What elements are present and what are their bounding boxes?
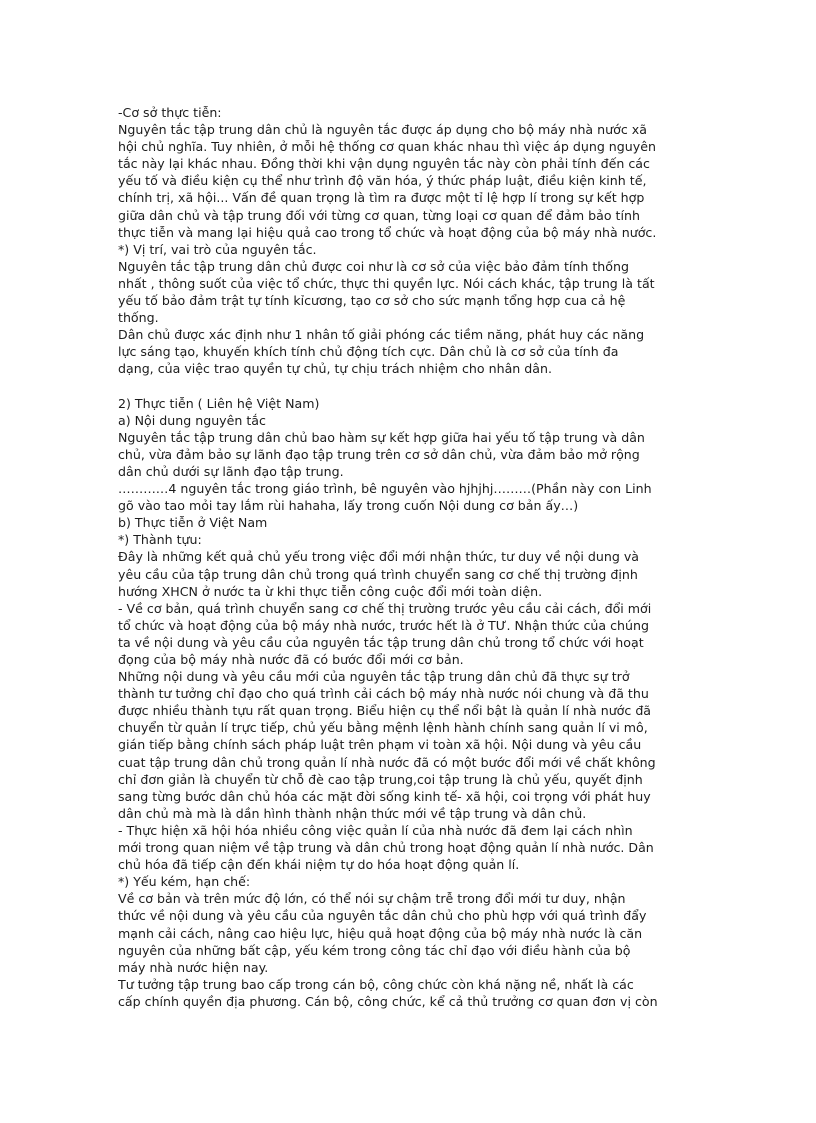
text-line: yếu tố bảo đảm trật tự tính kỉcương, tạo cơ sở cho sức mạnh tổng hợp cua cả hệ [118,293,626,309]
text-line: …………4 nguyên tắc trong giáo trình, bê nguyên vào hjhjhj………(Phần này con Linh [118,481,652,497]
text-line: tổ chức và hoạt động của bộ máy nhà nước, trước hết là ở TƯ. Nhận thức của chúng [118,617,649,633]
text-line: hội chủ nghĩa. Tuy nhiên, ở mỗi hệ thống cơ quan khác nhau thì việc áp dụng nguyên [118,139,656,155]
text-line: chuyển từ quản lí trực tiếp, chủ yếu bằng mệnh lệnh hành chính sang quản lí vi mô, [118,720,648,736]
text-line: thống. [118,310,159,326]
text-line: b) Thực tiễn ở Việt Nam [118,515,268,531]
text-line: lực sáng tạo, khuyến khích tính chủ động tích cực. Dân chủ là cơ sở của tính đa [118,344,619,360]
text-line: mạnh cải cách, nâng cao hiệu lực, hiệu quả hoạt động của bộ máy nhà nước là căn [118,925,643,941]
text-line: *) Yếu kém, hạn chế: [118,874,251,890]
text-line: Nguyên tắc tập trung dân chủ là nguyên tắc được áp dụng cho bộ máy nhà nước xã [118,122,647,138]
text-line: nhất , thông suốt của việc tổ chức, thực thi quyền lực. Nói cách khác, tập trung là tất [118,275,655,291]
text-line: yêu cầu của tập trung dân chủ trong quá trình chuyển sang cơ chế thị trường định [118,566,638,582]
text-line: chỉ đơn giản là chuyển từ chỗ đè cao tập trung,coi tập trung là chủ yếu, quyết định [118,771,643,787]
text-line: nguyên của những bất cập, yếu kém trong công tác chỉ đạo với điều hành của bộ [118,942,631,958]
text-line: dân chủ mà mà là dần hình thành nhận thức mới về tập trung và dân chủ. [118,805,587,821]
text-line: 2) Thực tiễn ( Liên hệ Việt Nam) [118,395,320,411]
text-line: ta về nội dung và yêu cầu của nguyên tắc tập trung dân chủ trong tổ chức với hoạt [118,634,644,650]
text-line: Nguyên tắc tập trung dân chủ được coi như là cơ sở của việc bảo đảm tính thống [118,258,629,274]
text-line: a) Nội dung nguyên tắc [118,412,266,428]
text-line: thức về nội dung và yêu cầu của nguyên tắc dân chủ cho phù hợp với quá trình đẩy [118,908,647,924]
text-line: gián tiếp bằng chính sách pháp luật trên phạm vi toàn xã hội. Nội dung và yêu cầu [118,737,642,753]
text-line: gõ vào tao mỏi tay lắm rùi hahaha, lấy trong cuốn Nội dung cơ bản ấy…) [118,498,579,514]
text-line: Nguyên tắc tập trung dân chủ bao hàm sự kết hợp giữa hai yếu tố tập trung và dân [118,429,645,445]
text-line: *) Vị trí, vai trò của nguyên tắc. [118,241,317,257]
text-line: - Thực hiện xã hội hóa nhiều công việc quản lí của nhà nước đã đem lại cách nhìn [118,822,633,838]
text-line: đọng của bộ máy nhà nước đã có bước đổi mới cơ bản. [118,652,464,667]
text-line: cuat tập trung dân chủ trong quản lí nhà nước đã có một bước đổi mới về chất không [118,754,656,770]
text-line: Đây là những kết quả chủ yếu trong việc đổi mới nhận thức, tư duy về nội dung và [118,549,640,565]
text-line: mới trong quan niệm về tập trung và dân chủ trong hoạt động quản lí nhà nước. Dân [118,840,654,856]
text-line: Về cơ bản và trên mức độ lớn, có thể nói sự chậm trễ trong đổi mới tư duy, nhận [118,891,626,907]
text-line: chủ, vừa đảm bảo sự lãnh đạo tập trung trên cơ sở dân chủ, vừa đảm bảo mở rộng [118,446,640,462]
text-line: chủ hóa đã tiếp cận đến khái niệm tự do hóa hoạt động quản lí. [118,857,520,873]
text-line: - Về cơ bản, quá trình chuyển sang cơ chế thị trường trước yêu cầu cải cách, đổi mới [118,600,652,616]
blank-line [118,378,702,395]
text-line: tắc này lại khác nhau. Đồng thời khi vận dụng nguyên tắc này còn phải tính đến các [118,156,650,172]
document-page [118,104,702,1010]
text-line: được nhiều thành tựu rất quan trọng. Biểu hiện cụ thể nổi bật là quản lí nhà nước đã [118,703,652,719]
text-line: thực tiễn và mang lại hiệu quả cao trong tổ chức và hoạt động của bộ máy nhà nước. [118,224,657,240]
text-line: Dân chủ được xác định như 1 nhân tố giải phóng các tiềm năng, phát huy các năng [118,327,645,343]
text-line: Tư tưởng tập trung bao cấp trong cán bộ, công chức còn khá nặng nề, nhất là các [118,976,634,992]
text-line: yếu tố và điều kiện cụ thể như trình độ văn hóa, ý thức pháp luật, điều kiện kinh tế, [118,173,647,189]
text-line: cấp chính quyền địa phương. Cán bộ, công chức, kể cả thủ trưởng cơ quan đơn vị còn [118,993,658,1009]
text-line: dân chủ dưới sự lãnh đạo tập trung. [118,463,344,479]
text-line: giữa dân chủ và tập trung đối với từng cơ quan, từng loại cơ quan để đảm bảo tính [118,207,640,223]
text-line: Những nội dung và yêu cầu mới của nguyên tắc tập trung dân chủ đã thực sự trở [118,669,630,685]
text-line: sang từng bước dân chủ hóa các mặt đời sống kinh tế- xã hội, coi trọng với phát huy [118,788,651,804]
text-line: -Cơ sở thực tiễn: [118,105,222,120]
text-line: thành tư tưởng chỉ đạo cho quá trình cải cách bộ máy nhà nước nói chung và đã thu [118,686,649,702]
text-line: hướng XHCN ở nước ta ừ khi thực tiễn công cuộc đổi mới toàn diện. [118,583,543,599]
text-line: dạng, của việc trao quyền tự chủ, tự chịu trách nhiệm cho nhân dân. [118,361,552,377]
text-line: máy nhà nước hiện nay. [118,959,269,975]
text-line: chính trị, xã hội... Vấn đề quan trọng là tìm ra được một tỉ lệ hợp lí trong sự kết hợp [118,190,645,206]
text-line: *) Thành tựu: [118,532,202,548]
